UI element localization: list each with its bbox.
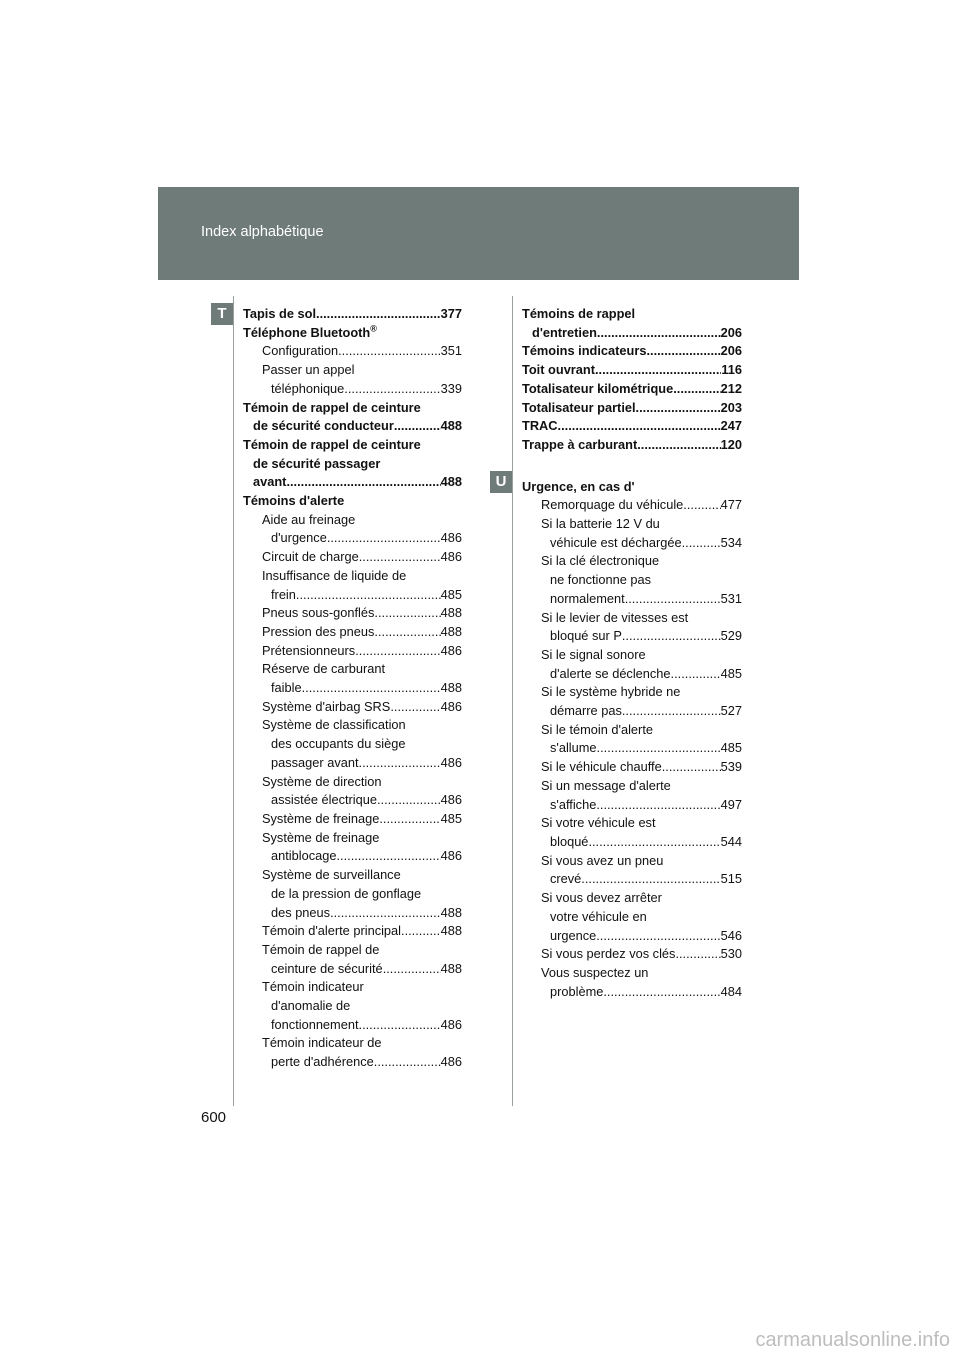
index-subentry: Système de classification des occupants du siège passager avant ..... 486: [243, 716, 462, 772]
index-entry: Témoin de rappel de ceinture de sécurité conducteur ..... 488: [243, 399, 462, 436]
index-subentry: Si le système hybride ne démarre pas ..... 527: [522, 683, 742, 720]
index-entry: Téléphone Bluetooth®: [243, 323, 377, 340]
section-letter-u: U: [490, 471, 512, 493]
index-subentry: Passer un appel téléphonique ..... 339: [243, 361, 462, 398]
index-subentry: Remorquage du véhicule ..... 477: [522, 496, 742, 515]
index-subentry: Témoin indicateur de perte d'adhérence ..... 486: [243, 1034, 462, 1071]
index-subentry: Si vous avez un pneu crevé ..... 515: [522, 852, 742, 889]
index-subentry: Système de surveillance de la pression de gonflage des pneus ..... 488: [243, 866, 462, 922]
watermark: carmanualsonline.info: [755, 1329, 950, 1351]
index-subentry: Circuit de charge ..... 486: [243, 548, 462, 567]
index-subentry: Système de direction assistée électrique ..... 486: [243, 773, 462, 810]
index-subentry: Si un message d'alerte s'affiche ..... 497: [522, 777, 742, 814]
index-entry: Totalisateur partiel ..... 203: [522, 399, 742, 418]
index-subentry: Vous suspectez un problème ..... 484: [522, 964, 742, 1001]
index-subentry: Témoin d'alerte principal ..... 488: [243, 922, 462, 941]
index-entry: Tapis de sol ..... 377: [243, 305, 462, 324]
index-entry: Témoins d'alerte: [243, 493, 345, 509]
index-column-left: [243, 305, 462, 1072]
index-subentry: Si le levier de vitesses est bloqué sur P ..... 529: [522, 609, 742, 646]
index-entry: Urgence, en cas d': [522, 478, 635, 494]
index-subentry: Témoin indicateur d'anomalie de fonctionnement ..... 486: [243, 978, 462, 1034]
index-subentry: Si le signal sonore d'alerte se déclenche ..... 485: [522, 646, 742, 683]
index-entry: Totalisateur kilométrique ..... 212: [522, 380, 742, 399]
index-entry: TRAC ..... 247: [522, 417, 742, 436]
index-subentry: Témoin de rappel de ceinture de sécurité ..... 488: [243, 941, 462, 978]
section-spacer: [522, 455, 742, 478]
middle-divider: [512, 296, 513, 1106]
left-divider: [233, 296, 234, 1106]
index-subentry: Configuration ..... 351: [243, 342, 462, 361]
index-entry: Témoin de rappel de ceinture de sécurité passager avant ..... 488: [243, 436, 462, 492]
index-entry: Toit ouvrant ..... 116: [522, 361, 742, 380]
index-subentry: Pneus sous-gonflés ..... 488: [243, 604, 462, 623]
index-subentry: Système d'airbag SRS ..... 486: [243, 698, 462, 717]
index-subentry: Système de freinage antiblocage ..... 486: [243, 829, 462, 866]
index-column-right: [522, 305, 742, 1001]
index-subentry: Si la batterie 12 V du véhicule est déchargée ..... 534: [522, 515, 742, 552]
index-subentry: Si vous perdez vos clés ..... 530: [522, 945, 742, 964]
header-title: Index alphabétique: [201, 224, 324, 240]
index-subentry: Prétensionneurs ..... 486: [243, 642, 462, 661]
index-subentry: Insuffisance de liquide de frein ..... 485: [243, 567, 462, 604]
index-subentry: Si vous devez arrêter votre véhicule en urgence ..... 546: [522, 889, 742, 945]
index-subentry: Si votre véhicule est bloqué ..... 544: [522, 814, 742, 851]
index-subentry: Système de freinage ..... 485: [243, 810, 462, 829]
index-entry: Témoins indicateurs ..... 206: [522, 342, 742, 361]
index-subentry: Si le véhicule chauffe ..... 539: [522, 758, 742, 777]
index-subentry: Si le témoin d'alerte s'allume ..... 485: [522, 721, 742, 758]
index-subentry: Pression des pneus ..... 488: [243, 623, 462, 642]
index-subentry: Si la clé électronique ne fonctionne pas normalement ..... 531: [522, 552, 742, 608]
page-header: [158, 187, 799, 280]
section-letter-t: T: [211, 303, 233, 325]
index-subentry: Réserve de carburant faible ..... 488: [243, 660, 462, 697]
index-entry: Trappe à carburant ..... 120: [522, 436, 742, 455]
page-number: 600: [201, 1109, 227, 1126]
index-subentry: Aide au freinage d'urgence ..... 486: [243, 511, 462, 548]
index-entry: Témoins de rappel d'entretien ..... 206: [522, 305, 742, 342]
